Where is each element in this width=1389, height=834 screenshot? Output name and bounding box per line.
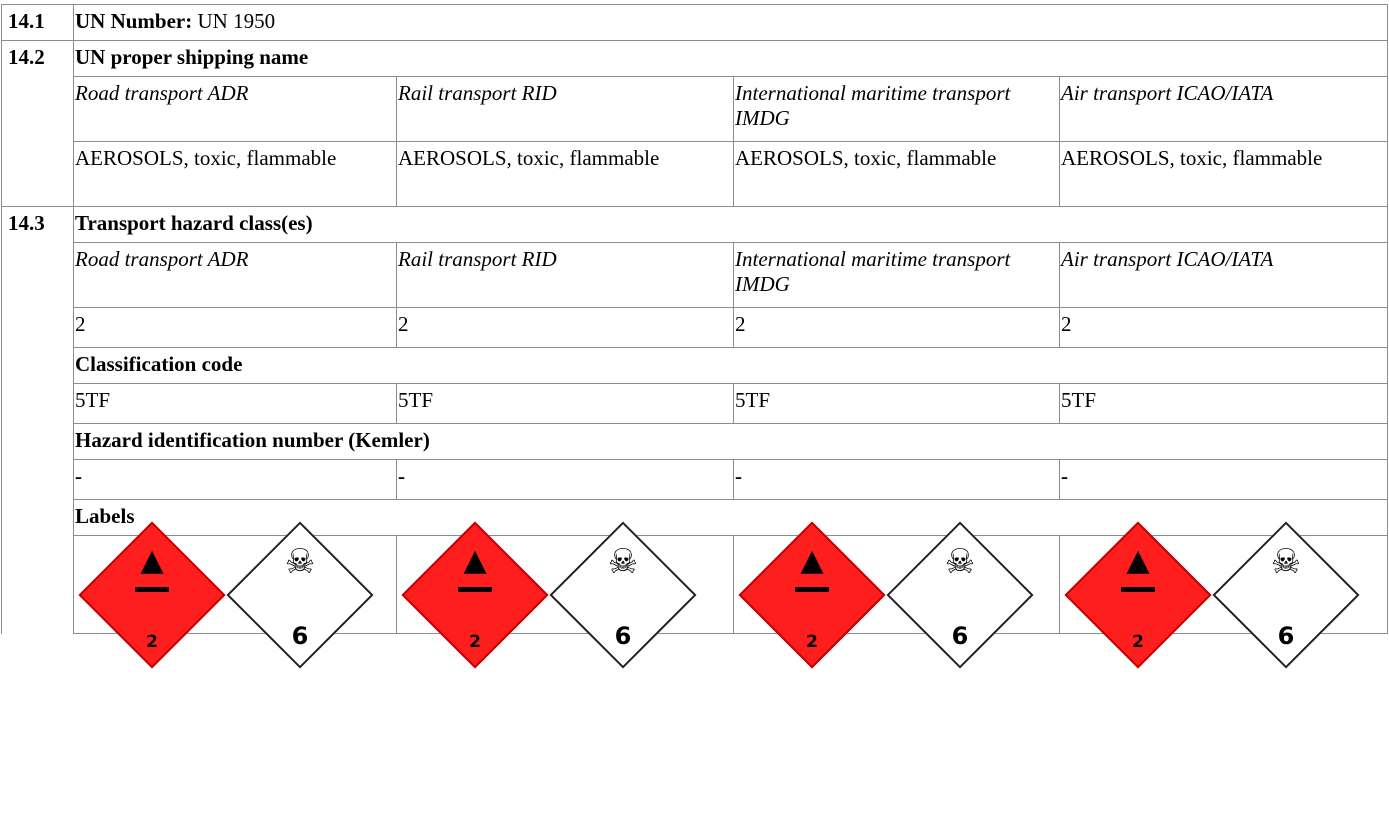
un-number-cell [74, 5, 1388, 41]
skull-crossbones-icon: ☠ [944, 542, 976, 582]
kemler-maritime: - [734, 460, 1060, 500]
kemler-rail: - [397, 460, 734, 500]
blank-cell [2, 500, 74, 536]
hazard-class-number: 6 [291, 622, 309, 650]
blank-cell [2, 77, 74, 142]
un-number-value: UN 1950 [197, 9, 276, 33]
un-number-label: UN Number: [75, 9, 193, 33]
class-road: 2 [74, 308, 397, 348]
row-14-2-title [2, 41, 1388, 77]
class-air: 2 [1060, 308, 1388, 348]
flammable-gas-label-icon [1064, 530, 1212, 678]
hazard-class-number: 2 [1132, 632, 1144, 652]
labels-rail [397, 536, 734, 652]
row-14-2-values [2, 142, 1388, 207]
flammable-gas-label-icon [738, 530, 886, 678]
row-kemler-title [2, 424, 1388, 460]
blank-cell [2, 424, 74, 460]
blank-cell [2, 460, 74, 500]
toxic-label-icon [226, 530, 374, 678]
mode-air: Air transport ICAO/IATA [1060, 77, 1388, 142]
transport-info-table [1, 4, 1388, 652]
row-kemler-values [2, 460, 1388, 500]
hazard-class-number: 6 [614, 622, 632, 650]
mode-rail: Rail transport RID [397, 243, 734, 308]
row-14-3-class [2, 308, 1388, 348]
skull-crossbones-icon: ☠ [1270, 542, 1302, 582]
blank-cell [2, 536, 74, 634]
flammable-gas-label-icon [401, 530, 549, 678]
hazard-class-number: 2 [146, 632, 158, 652]
classification-road: 5TF [74, 384, 397, 424]
classification-maritime: 5TF [734, 384, 1060, 424]
labels-maritime [734, 536, 1060, 652]
section-number-14-3: 14.3 [2, 207, 74, 243]
flame-base-icon [458, 587, 492, 592]
hazard-class-number: 6 [951, 622, 969, 650]
mode-air: Air transport ICAO/IATA [1060, 243, 1388, 308]
flame-icon: ▲ [140, 543, 164, 578]
classification-code-title: Classification code [74, 348, 1388, 384]
flame-icon: ▲ [800, 543, 824, 578]
skull-crossbones-icon: ☠ [607, 542, 639, 582]
blank-cell [2, 348, 74, 384]
classification-rail: 5TF [397, 384, 734, 424]
shipping-name-road: AEROSOLS, toxic, flammable [74, 142, 397, 207]
toxic-label-icon [1212, 530, 1360, 678]
shipping-name-air: AEROSOLS, toxic, flammable [1060, 142, 1388, 207]
labels-title: Labels [74, 500, 1388, 536]
class-maritime: 2 [734, 308, 1060, 348]
labels-road [74, 536, 397, 652]
flame-icon: ▲ [1126, 543, 1150, 578]
hazard-class-number: 2 [469, 632, 481, 652]
shipping-name-maritime: AEROSOLS, toxic, flammable [734, 142, 1060, 207]
mode-rail: Rail transport RID [397, 77, 734, 142]
kemler-air: - [1060, 460, 1388, 500]
flame-base-icon [135, 587, 169, 592]
mode-road: Road transport ADR [74, 243, 397, 308]
kemler-road: - [74, 460, 397, 500]
mode-maritime: International maritime transport IMDG [734, 243, 1060, 308]
skull-crossbones-icon: ☠ [284, 542, 316, 582]
toxic-label-icon [549, 530, 697, 678]
hazard-class-number: 2 [806, 632, 818, 652]
row-14-3-modes [2, 243, 1388, 308]
mode-maritime: International maritime transport IMDG [734, 77, 1060, 142]
flame-base-icon [795, 587, 829, 592]
blank-cell [2, 308, 74, 348]
hazard-class-title: Transport hazard class(es) [74, 207, 1388, 243]
flammable-gas-label-icon [78, 530, 226, 678]
row-14-3-title [2, 207, 1388, 243]
class-rail: 2 [397, 308, 734, 348]
kemler-title: Hazard identification number (Kemler) [74, 424, 1388, 460]
toxic-label-icon [886, 530, 1034, 678]
shipping-name-rail: AEROSOLS, toxic, flammable [397, 142, 734, 207]
blank-cell [2, 384, 74, 424]
row-14-2-modes [2, 77, 1388, 142]
blank-cell [2, 243, 74, 308]
row-labels [2, 536, 1388, 634]
hazard-class-number: 6 [1277, 622, 1295, 650]
row-classification-title [2, 348, 1388, 384]
section-number-14-1: 14.1 [2, 5, 74, 41]
row-classification-values [2, 384, 1388, 424]
flame-icon: ▲ [463, 543, 487, 578]
blank-cell [2, 142, 74, 207]
labels-air [1060, 536, 1388, 652]
classification-air: 5TF [1060, 384, 1388, 424]
section-number-14-2: 14.2 [2, 41, 74, 77]
shipping-name-title: UN proper shipping name [74, 41, 1388, 77]
flame-base-icon [1121, 587, 1155, 592]
row-14-1 [2, 5, 1388, 41]
mode-road: Road transport ADR [74, 77, 397, 142]
